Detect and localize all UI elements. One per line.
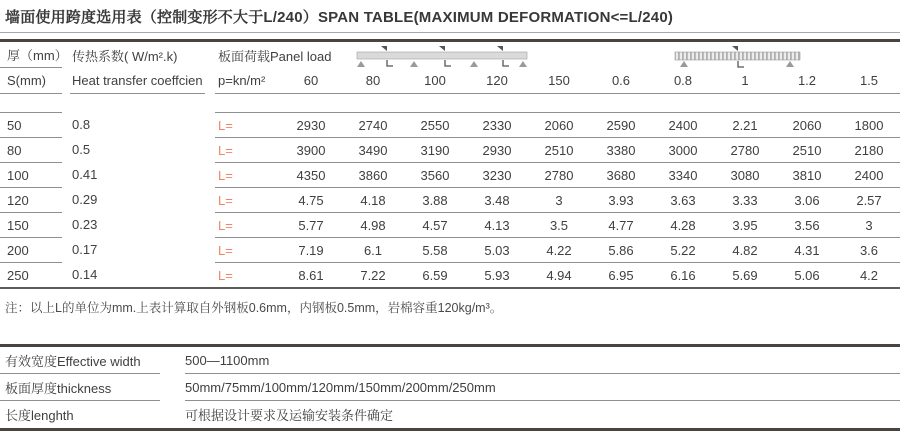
- span-value-cell: 5.03: [466, 237, 528, 262]
- span-value-cell: 8.61: [280, 262, 342, 287]
- span-value-cell: 4.77: [590, 212, 652, 237]
- thickness-cell: 50: [0, 112, 62, 137]
- span-value-cell: 3.88: [404, 187, 466, 212]
- span-value-cell: 4.22: [528, 237, 590, 262]
- span-value-cell: 2780: [528, 162, 590, 187]
- load-header-value: 60: [280, 68, 342, 94]
- l-equals-label: L=: [215, 212, 280, 237]
- coefficient-cell: 0.41: [72, 167, 98, 182]
- coefficient-cell: 0.8: [72, 117, 91, 132]
- spec-label-effective-width: 有效宽度Effective width: [0, 347, 160, 374]
- l-equals-label: L=: [215, 262, 280, 287]
- span-value-cell: 2930: [280, 112, 342, 137]
- span-value-cell: 3.95: [714, 212, 776, 237]
- coefficient-cell: 0.23: [72, 217, 98, 232]
- span-value-cell: 2060: [776, 112, 838, 137]
- thickness-cell: 250: [0, 262, 62, 287]
- l-equals-label: L=: [215, 112, 280, 137]
- span-value-cell: 2.57: [838, 187, 900, 212]
- span-value-cell: 3: [838, 212, 900, 237]
- span-value-cell: 2400: [652, 112, 714, 137]
- span-table-body: [0, 112, 900, 287]
- coefficient-cell: 0.5: [72, 142, 91, 157]
- panel-load-header-cn: 板面荷载Panel load: [218, 48, 332, 64]
- span-value-cell: 6.95: [590, 262, 652, 287]
- table-row: [0, 112, 900, 137]
- table-row: [0, 262, 900, 287]
- span-value-cell: 3000: [652, 137, 714, 162]
- thickness-cell: 80: [0, 137, 62, 162]
- span-value-cell: 2400: [838, 162, 900, 187]
- load-header-value: 0.8: [652, 68, 714, 94]
- thickness-cell: 200: [0, 237, 62, 262]
- table-row: [0, 187, 900, 212]
- spec-label-thickness: 板面厚度thickness: [0, 374, 160, 401]
- span-value-cell: 3.63: [652, 187, 714, 212]
- span-value-cell: 5.22: [652, 237, 714, 262]
- span-value-cell: 5.86: [590, 237, 652, 262]
- span-value-cell: 3.5: [528, 212, 590, 237]
- span-value-cell: 3490: [342, 137, 404, 162]
- span-value-cell: 6.1: [342, 237, 404, 262]
- span-value-cell: 3.93: [590, 187, 652, 212]
- l-equals-label: L=: [215, 137, 280, 162]
- coefficient-cell: 0.29: [72, 192, 98, 207]
- span-value-cell: 3.06: [776, 187, 838, 212]
- span-value-cell: 3.48: [466, 187, 528, 212]
- span-value-cell: 2740: [342, 112, 404, 137]
- span-value-cell: 2590: [590, 112, 652, 137]
- thickness-cell: 120: [0, 187, 62, 212]
- span-value-cell: 6.59: [404, 262, 466, 287]
- panel-load-header-en: p=kn/m²: [215, 68, 280, 94]
- span-value-cell: 2510: [776, 137, 838, 162]
- span-value-cell: 4.18: [342, 187, 404, 212]
- load-header-value: 1.5: [838, 68, 900, 94]
- simply-supported-beam-load-diagram-icon: [670, 44, 805, 75]
- span-value-cell: 3340: [652, 162, 714, 187]
- span-value-cell: 3080: [714, 162, 776, 187]
- spec-value-effective-width: 500—1100mm: [185, 347, 900, 374]
- span-value-cell: 4350: [280, 162, 342, 187]
- table-row: [0, 212, 900, 237]
- spec-table: [0, 344, 900, 431]
- span-value-cell: 3810: [776, 162, 838, 187]
- span-value-cell: 4.2: [838, 262, 900, 287]
- table-row: [0, 137, 900, 162]
- span-value-cell: 2.21: [714, 112, 776, 137]
- thickness-header-cn: 厚（mm）: [0, 42, 62, 68]
- span-value-cell: 2930: [466, 137, 528, 162]
- thickness-header-en: S(mm): [0, 68, 62, 94]
- span-value-cell: 4.31: [776, 237, 838, 262]
- span-value-cell: 6.16: [652, 262, 714, 287]
- span-value-cell: 3860: [342, 162, 404, 187]
- span-value-cell: 3560: [404, 162, 466, 187]
- span-value-cell: 3190: [404, 137, 466, 162]
- load-header-value: 120: [466, 68, 528, 94]
- thickness-cell: 150: [0, 212, 62, 237]
- coefficient-cell: 0.14: [72, 267, 98, 282]
- page-title: 墙面使用跨度选用表（控制变形不大于L/240）SPAN TABLE(MAXIMUM DEFORMATION<=L/240): [5, 9, 674, 26]
- span-value-cell: 5.06: [776, 262, 838, 287]
- spec-row-width: [0, 347, 900, 374]
- spec-row-length: [0, 401, 900, 428]
- header-body-gap: [0, 94, 900, 112]
- span-value-cell: 4.28: [652, 212, 714, 237]
- span-value-cell: 2330: [466, 112, 528, 137]
- coefficient-header-en: Heat transfer coeffcien: [70, 68, 205, 94]
- span-value-cell: 5.93: [466, 262, 528, 287]
- load-header-value: 80: [342, 68, 404, 94]
- l-equals-label: L=: [215, 237, 280, 262]
- span-value-cell: 3: [528, 187, 590, 212]
- span-value-cell: 3380: [590, 137, 652, 162]
- span-value-cell: 4.98: [342, 212, 404, 237]
- load-header-value: 1.2: [776, 68, 838, 94]
- span-value-cell: 3230: [466, 162, 528, 187]
- spec-row-thickness: [0, 374, 900, 401]
- span-value-cell: 7.22: [342, 262, 404, 287]
- span-value-cell: 2780: [714, 137, 776, 162]
- load-header-value: 1: [714, 68, 776, 94]
- span-value-cell: 2510: [528, 137, 590, 162]
- span-value-cell: 3900: [280, 137, 342, 162]
- span-value-cell: 5.58: [404, 237, 466, 262]
- table-row: [0, 162, 900, 187]
- span-value-cell: 3.6: [838, 237, 900, 262]
- span-value-cell: 1800: [838, 112, 900, 137]
- span-value-cell: 7.19: [280, 237, 342, 262]
- spec-value-length: 可根据设计要求及运输安装条件确定: [185, 408, 394, 423]
- span-value-cell: 2550: [404, 112, 466, 137]
- span-value-cell: 3.56: [776, 212, 838, 237]
- load-header-value: 100: [404, 68, 466, 94]
- load-header-value: 150: [528, 68, 590, 94]
- spec-value-thickness: 50mm/75mm/100mm/120mm/150mm/200mm/250mm: [185, 374, 900, 401]
- span-value-cell: 3.33: [714, 187, 776, 212]
- span-value-cell: 4.57: [404, 212, 466, 237]
- span-value-cell: 4.13: [466, 212, 528, 237]
- coefficient-header-cn: 传热系数( W/m².k): [72, 48, 178, 64]
- span-value-cell: 5.77: [280, 212, 342, 237]
- l-equals-label: L=: [215, 162, 280, 187]
- continuous-beam-load-diagram-icon: [352, 44, 532, 75]
- thickness-cell: 100: [0, 162, 62, 187]
- span-value-cell: 2180: [838, 137, 900, 162]
- footnote: 注：以上L的单位为mm.上表计算取自外钢板0.6mm，内钢板0.5mm，岩棉容重120kg/m³。: [5, 301, 503, 315]
- l-equals-label: L=: [215, 187, 280, 212]
- span-value-cell: 2060: [528, 112, 590, 137]
- span-value-cell: 3680: [590, 162, 652, 187]
- span-value-cell: 5.69: [714, 262, 776, 287]
- span-value-cell: 4.94: [528, 262, 590, 287]
- title-divider: [0, 32, 900, 33]
- load-header-value: 0.6: [590, 68, 652, 94]
- spec-label-length: 长度lenghth: [5, 408, 74, 423]
- table-row: [0, 237, 900, 262]
- coefficient-cell: 0.17: [72, 242, 98, 257]
- span-value-cell: 4.75: [280, 187, 342, 212]
- span-value-cell: 4.82: [714, 237, 776, 262]
